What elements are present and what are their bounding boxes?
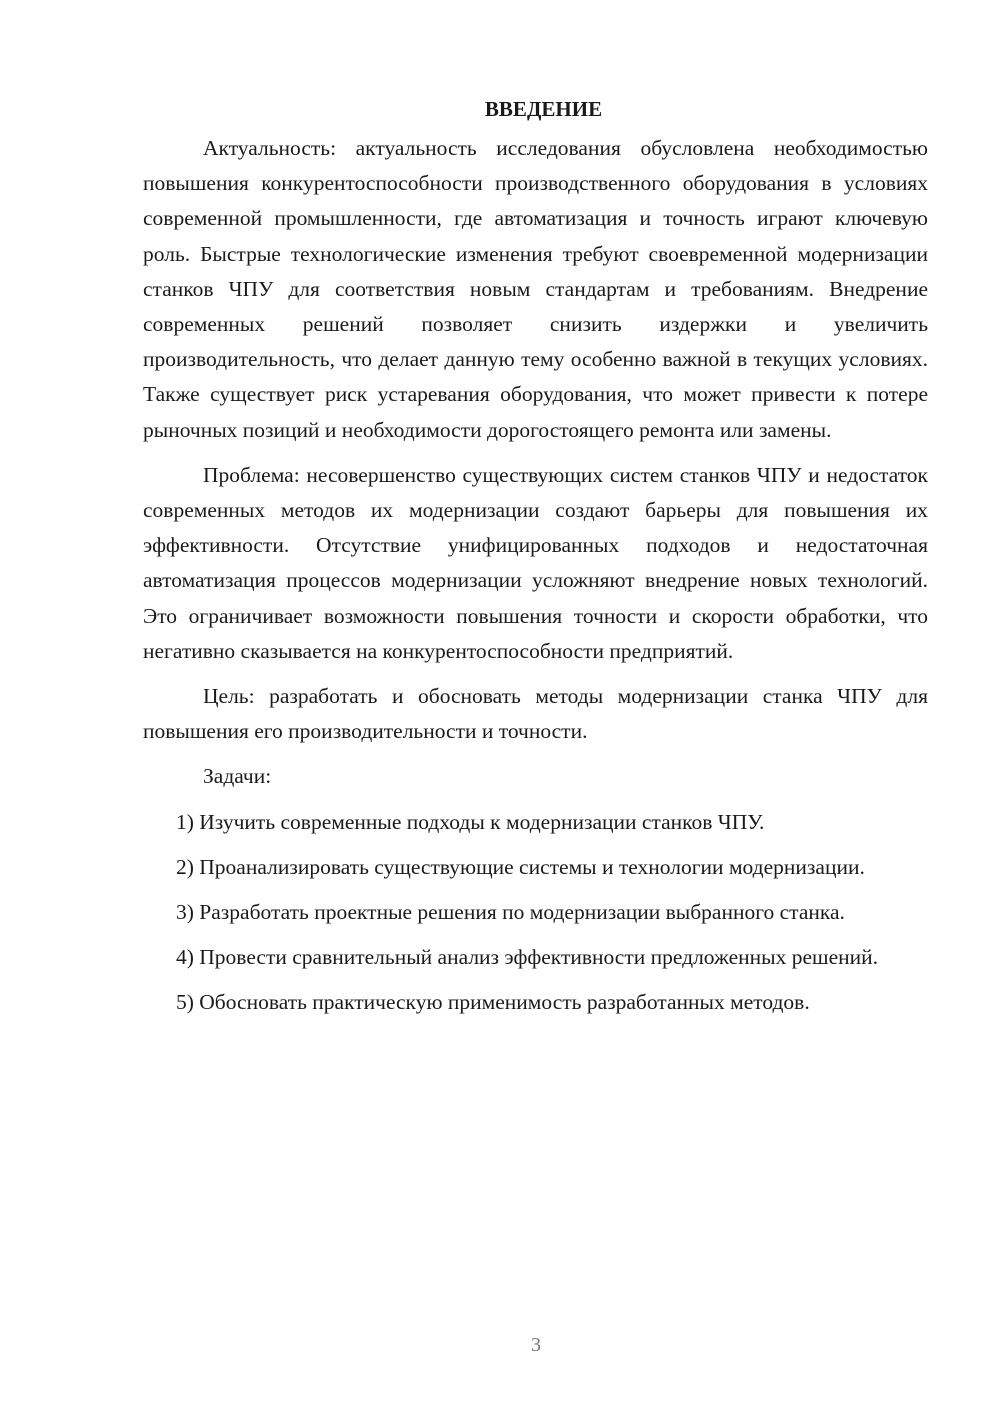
task-item-2: 2) Проанализировать существующие системы и технологии модернизации.: [176, 854, 865, 879]
task-item-5: 5) Обосновать практическую применимость разработанных методов.: [176, 990, 810, 1015]
task-item-3: 3) Разработать проектные решения по модернизации выбранного станка.: [176, 900, 845, 925]
page-number: 3: [531, 1334, 541, 1356]
paragraph-goal: Цель: разработать и обосновать методы модернизации станка ЧПУ для повышения его производительности и точности.: [143, 684, 928, 744]
page-content: [143, 92, 928, 1021]
paragraph-relevance: Актуальность: актуальность исследования обусловлена необходимостью повышения конкурентоспособности производственного оборудования в условиях современной промышленности, где автоматизация и точность играют ключевую роль. Быстрые технологические изменения требуют своевременной модернизации станков ЧПУ для соответствия новым стандартам и требованиям. Внедрение современных решений позволяет снизить издержки и увеличить производительность, что делает данную тему особенно важной в текущих условиях. Также существует риск устаревания оборудования, что может привести к потере рыночных позиций и необходимости дорогостоящего ремонта или замены.: [143, 136, 928, 442]
task-item-1: 1) Изучить современные подходы к модернизации станков ЧПУ.: [176, 809, 765, 834]
paragraph-problem: Проблема: несовершенство существующих систем станков ЧПУ и недостаток современных методов их модернизации создают барьеры для повышения их эффективности. Отсутствие унифицированных подходов и недостаточная автоматизация процессов модернизации усложняют внедрение новых технологий. Это ограничивает возможности повышения точности и скорости обработки, что негативно сказывается на конкурентоспособности предприятий.: [143, 462, 928, 663]
tasks-title: Задачи:: [203, 764, 272, 789]
section-heading: ВВЕДЕНИЕ: [484, 97, 603, 121]
task-item-4: 4) Провести сравнительный анализ эффективности предложенных решений.: [176, 945, 879, 970]
